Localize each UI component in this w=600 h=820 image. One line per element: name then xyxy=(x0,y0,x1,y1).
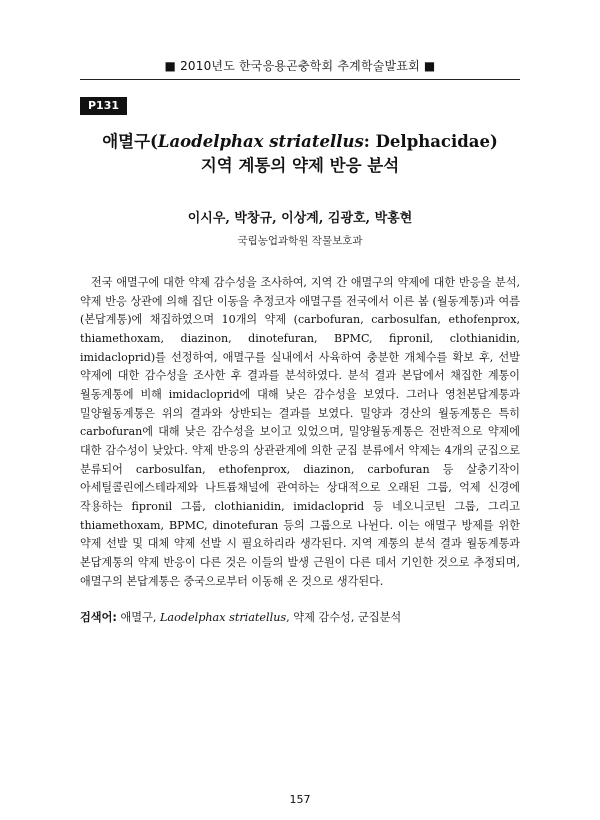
affiliation: 국립농업과학원 작물보호과 xyxy=(237,235,363,247)
header-divider xyxy=(80,79,520,80)
title-suffix: : Delphacidae) xyxy=(363,132,498,151)
author-list: 이시우, 박창규, 이상계, 김광호, 박홍현 xyxy=(187,211,413,226)
title-species: Laodelphax striatellus xyxy=(157,132,364,151)
keywords-part-2: , 약제 감수성, 군집분석 xyxy=(286,611,402,624)
conference-header: ■ 2010년도 한국응용곤충학회 추계학술발표회 ■ xyxy=(164,59,436,73)
title-line-2: 지역 계통의 약제 반응 분석 xyxy=(200,156,400,175)
keywords xyxy=(80,609,520,627)
paper-title xyxy=(60,130,540,178)
title-prefix: 애멸구( xyxy=(102,132,158,151)
keywords-species: Laodelphax striatellus xyxy=(160,611,287,624)
keywords-part-1: 애멸구, xyxy=(116,611,160,624)
abstract-body: 전국 애멸구에 대한 약제 감수성을 조사하여, 지역 간 애멸구의 약제에 대한 반응을 분석, 약제 반응 상관에 의해 집단 이동을 추정코자 애멸구를 전국에서 이른 봄 (월동계통)과 여름 (본답계통)에 채집하였으며 10개의 약제 (carbofuran, carbosulfan, ethofenprox, thiamethoxam, diazinon, dinotefuran, BPMC, fipronil, clothianidin, imidacloprid)를 선정하여, 애멸구를 실내에서 사육하여 충분한 개체수를 확보 후, 선발 약제에 대한 감수성을 조사한 후 결과를 분석하였다. 분석 결과 본답에서 채집한 계통이 월동계통에 비해 imidacloprid에 대해 낮은 감수성을 보였다. 그러나 영천본답계통과 밀양월동계통은 위의 결과와 상반되는 결과를 보였다. 밀양과 경산의 월동계통은 특히 carbofuran에 대해 낮은 감수성을 보이고 있었으며, 밀양월동계통은 전반적으로 약제에 대한 감수성이 낮았다. 약제 반응의 상관관계에 의한 군집 분류에서 약제는 4개의 군집으로 분류되어 carbosulfan, ethofenprox, diazinon, carbofuran 등 살충기작이 아세틸콜린에스테라제와 나트륨채널에 관여하는 상대적으로 오래된 그룹, 억제 신경에 작용하는 fipronil 그룹, clothianidin, imidacloprid 등 네오니코틴 그룹, 그리고 thiamethoxam, BPMC, dinotefuran 등의 그룹으로 나뉜다. 이는 애멸구 방제를 위한 약제 선발 및 대체 약제 선발 시 필요하리라 생각된다. 지역 계통의 분석 결과 월동계통과 본답계통의 약제 반응이 다른 것은 이들의 발생 근원이 다른 데서 기인한 것으로 추정되며, 애멸구의 본답계통은 중국으로부터 이동해 온 것으로 생각된다. xyxy=(80,276,520,588)
page-number: 157 xyxy=(289,793,311,806)
keywords-label: 검색어: xyxy=(80,611,117,624)
poster-number-badge: P131 xyxy=(80,97,127,115)
